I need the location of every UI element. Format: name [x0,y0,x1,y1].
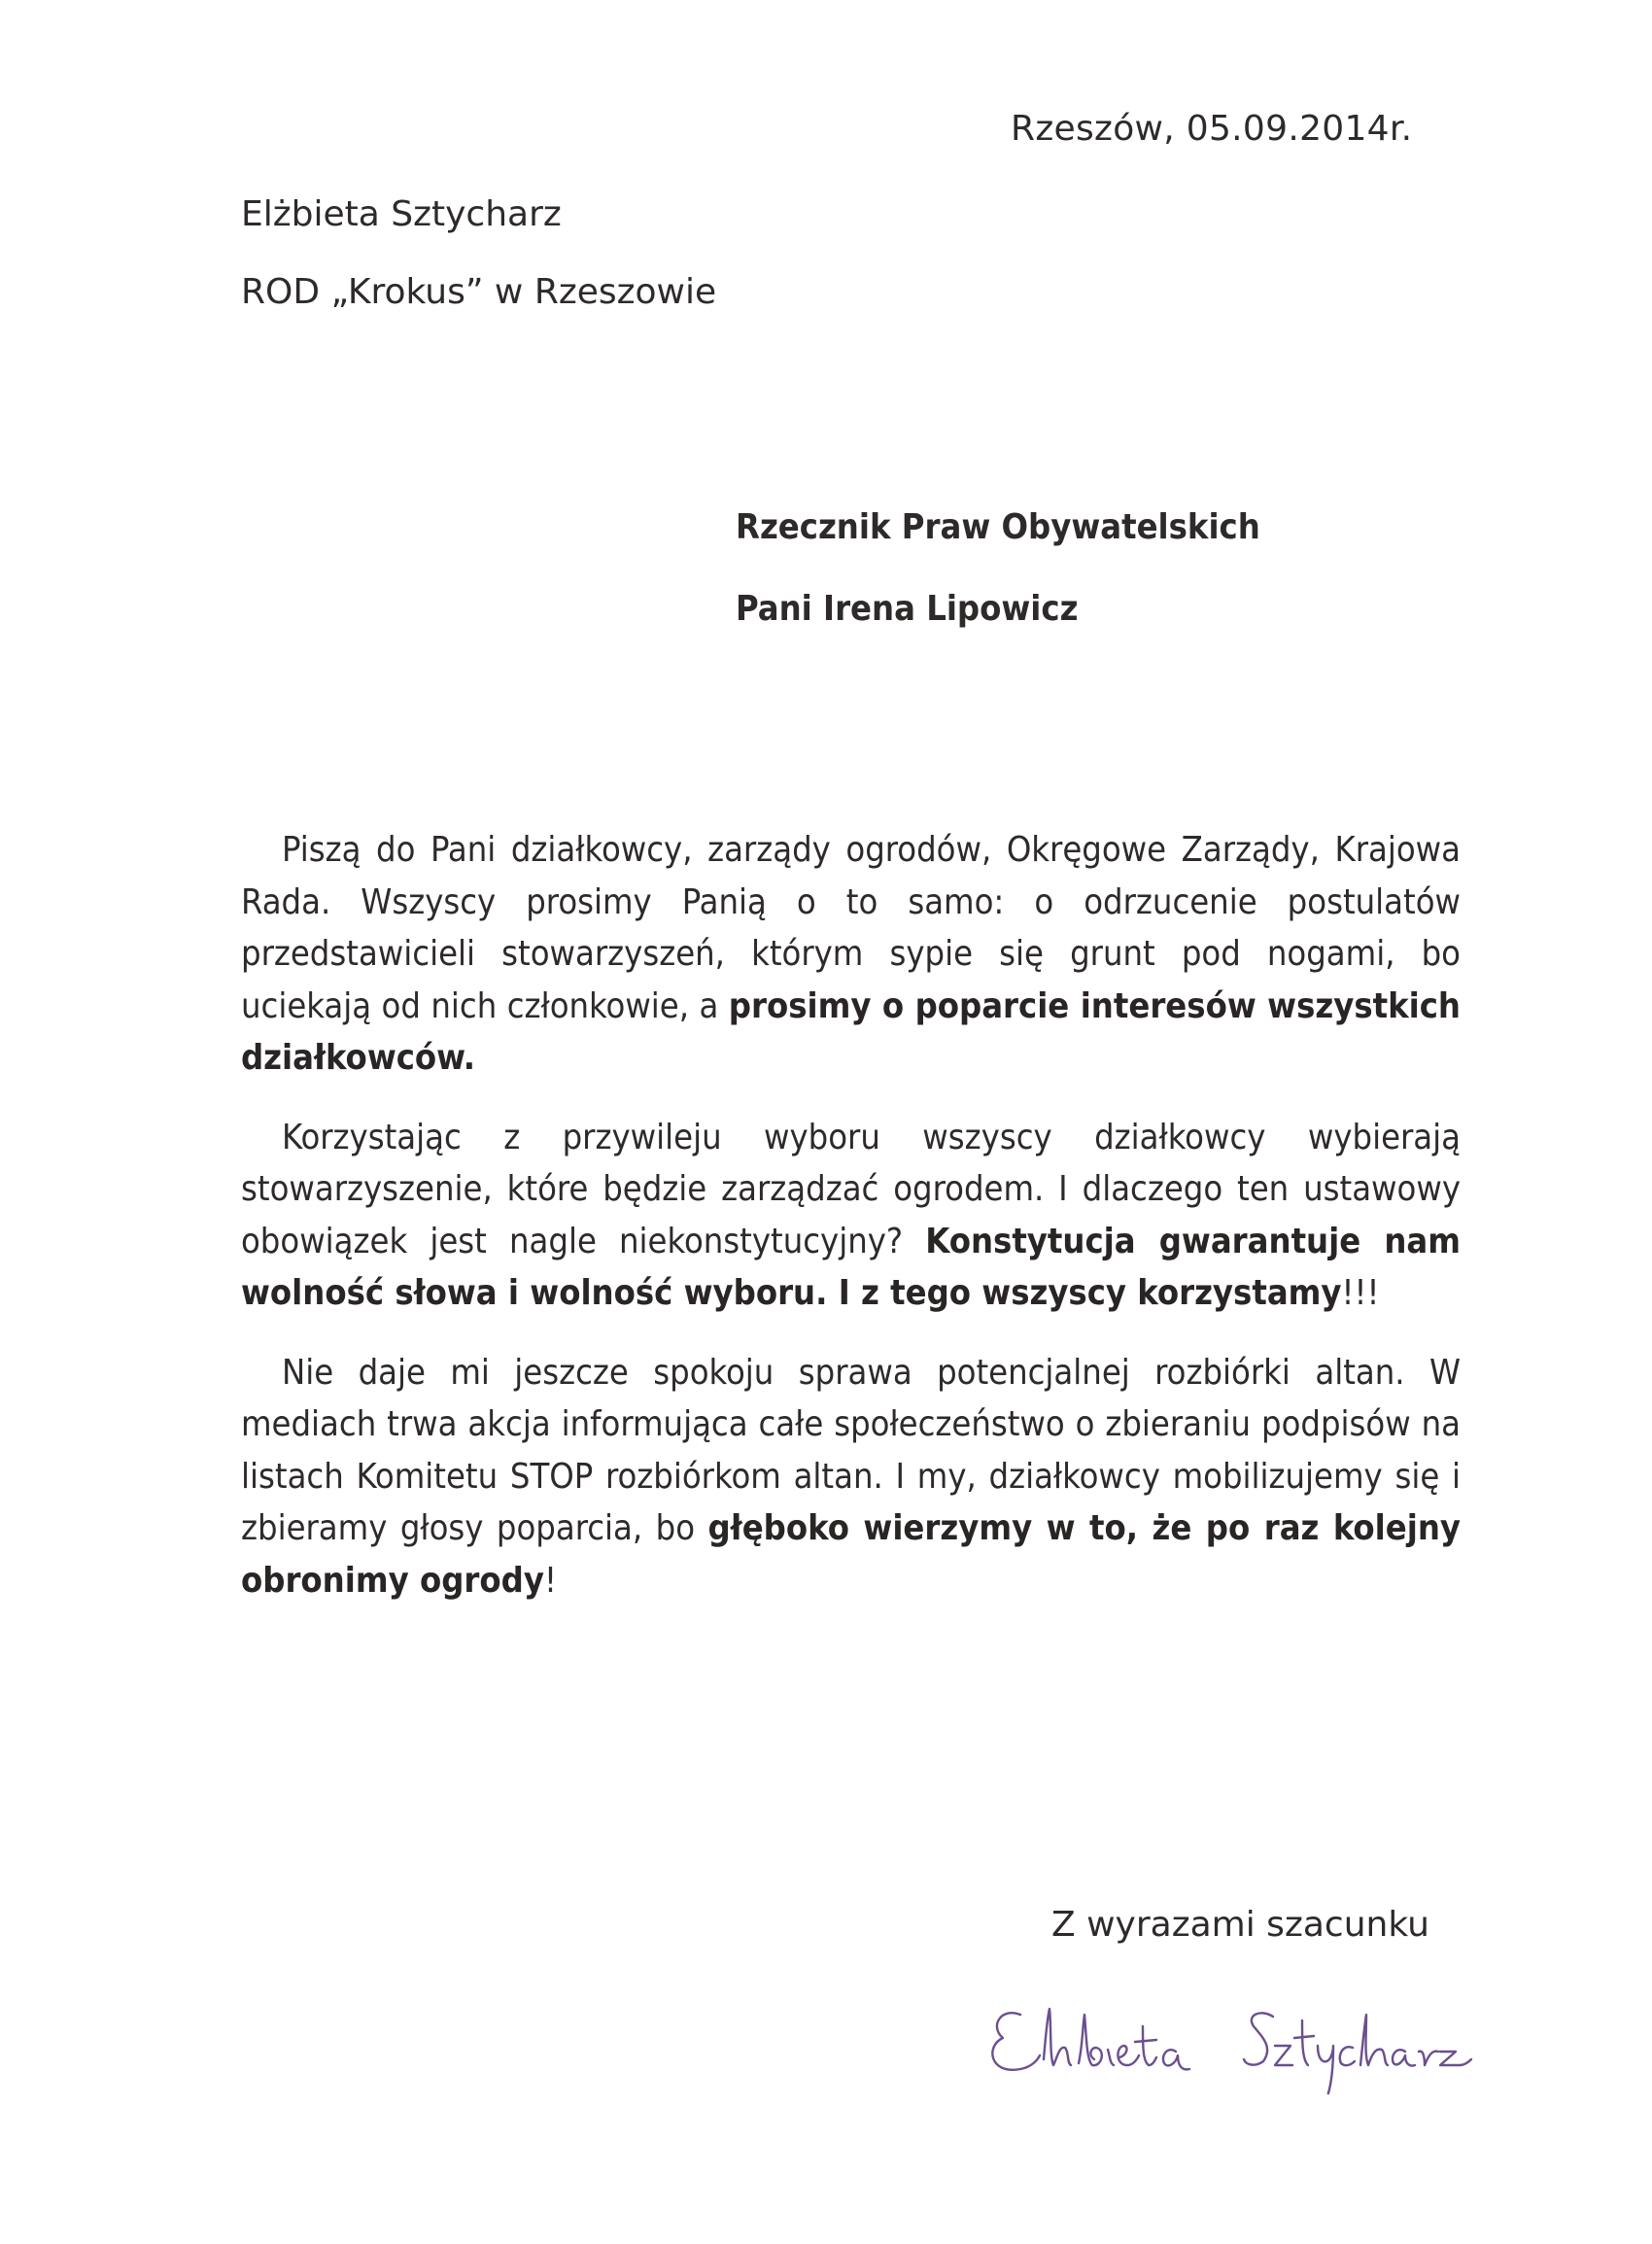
paragraph-text: Piszą do Pani działkowcy, zarządy ogrodów, Okręgowe Zarządy, Krajowa Rada. Wszyscy prosimy Panią o to samo: o odrzucenie postulatów przedstawicieli stowarzyszeń, którym sypie się grunt pod nogami, bo uciekają od nich członkowie, a [241,830,1461,1026]
signature-stroke [1135,2040,1156,2042]
signature-stroke [1244,2013,1273,2064]
paragraph-text: Korzystając z przywileju wyboru wszyscy działkowcy wybierają stowarzyszenie, które będzie zarządzać ogrodem. I dlaczego ten ustawowy obowiązek jest nagle niekonstytucyjny? [241,1117,1461,1261]
signature-stroke [1108,2050,1114,2065]
signature-stroke [1294,2020,1314,2065]
signature-stroke [1275,2046,1292,2065]
sender-name: Elżbieta Sztycharz [241,194,562,234]
paragraph-1 [241,824,1461,1085]
signature-stroke [1393,2050,1415,2065]
paragraph-2 [241,1112,1461,1320]
paragraph-emphasis: prosimy o poparcie interesów wszystkich działkowców. [241,985,1461,1078]
signature-stroke [1044,2009,1071,2065]
paragraph-text: Nie daje mi jeszcze spokoju sprawa potencjalnej rozbiórki altan. W mediach trwa akcja informująca całe społeczeństwo o zbieraniu podpisów na listach Komitetu STOP rozbiórkom altan. I my, działkowcy mobilizujemy się i zbieramy głosy poparcia, bo [241,1352,1461,1548]
signature-stroke [1143,2026,1156,2065]
signature-stroke [1079,2015,1102,2065]
recipient-title: Rzecznik Praw Obywatelskich [736,507,1260,547]
signature-stroke [1163,2050,1189,2069]
handwritten-signature [981,1987,1487,2094]
letter-body [241,824,1461,1634]
paragraph-3 [241,1347,1461,1607]
signature-stroke [1340,2047,1355,2065]
signature-stroke [1419,2052,1438,2065]
paragraph-emphasis: Konstytucja gwarantuje nam wolność słowa i wolność wyboru. I z tego wszyscy korzystamy [241,1221,1461,1313]
signature-stroke [1118,2046,1139,2065]
signature-stroke [992,2013,1040,2070]
place-and-date: Rzeszów, 05.09.2014r. [1011,109,1413,149]
signature-stroke [1318,2046,1333,2094]
sender-organization: ROD „Krokus” w Rzeszowie [241,272,717,312]
signature-stroke [1440,2052,1471,2065]
paragraph-emphasis: głęboko wierzymy w to, że po raz kolejny obronimy ogrody [241,1508,1461,1601]
closing-salutation: Z wyrazami szacunku [1051,1905,1429,1945]
paragraph-text: ! [543,1560,557,1601]
recipient-name: Pani Irena Lipowicz [736,589,1079,629]
signature-stroke [1360,2015,1388,2065]
paragraph-text: !!! [1341,1273,1380,1313]
